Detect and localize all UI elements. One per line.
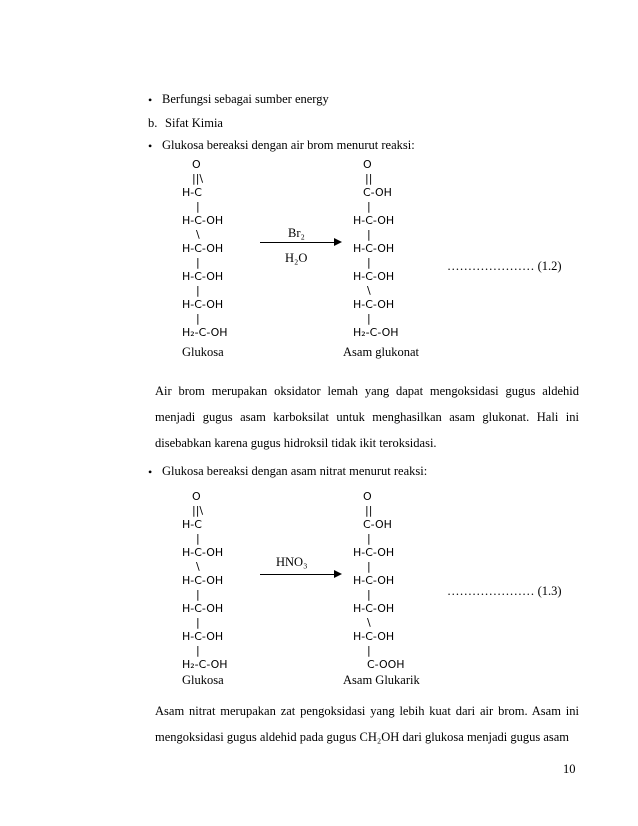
reaction-arrow-line	[260, 574, 336, 575]
structure-line: |	[196, 588, 200, 601]
structure-line: |	[196, 312, 200, 325]
structure-line: H-C-OH	[353, 214, 395, 227]
structure-line: |	[196, 200, 200, 213]
structure-line: |	[367, 228, 371, 241]
structure-line: H-C	[182, 518, 202, 531]
structure-line: H-C-OH	[182, 242, 224, 255]
structure-line: H-C	[182, 186, 202, 199]
structure-line: H-C-OH	[353, 574, 395, 587]
structure-line: \	[367, 616, 371, 629]
structure-line: H-C-OH	[182, 298, 224, 311]
structure-line: H-C-OH	[353, 630, 395, 643]
structure-line: \	[367, 284, 371, 297]
bullet-energy: Berfungsi sebagai sumber energy	[162, 92, 329, 106]
structure-line: H-C-OH	[353, 242, 395, 255]
structure-line: H-C-OH	[182, 630, 224, 643]
structure-line: |	[196, 644, 200, 657]
structure-line: H₂-C-OH	[182, 326, 228, 339]
page-number: 10	[563, 762, 576, 776]
structure-line: O	[363, 158, 372, 171]
section-letter: b.	[148, 116, 158, 130]
structure-line: H₂-C-OH	[182, 658, 228, 671]
structure-line: |	[196, 256, 200, 269]
structure-line: |	[367, 256, 371, 269]
structure-line: \	[196, 228, 200, 241]
structure-line: ||	[365, 172, 373, 185]
structure-line: H-C-OH	[182, 546, 224, 559]
section-title: Sifat Kimia	[165, 116, 223, 130]
structure-line: O	[192, 158, 201, 171]
paragraph-asam-nitrat: Asam nitrat merupakan zat pengoksidasi yang lebih kuat dari air brom. Asam ini mengoksidasi gugus aldehid pada gugus CH₂OH dari glukosa menjadi gugus asam	[155, 704, 579, 744]
structure-line: |	[196, 284, 200, 297]
equation-label: ………………… (1.3)	[447, 584, 562, 598]
structure-line: |	[196, 616, 200, 629]
reaction-arrow-line	[260, 242, 336, 243]
structure-line: |	[367, 312, 371, 325]
structure-line: H-C-OH	[353, 270, 395, 283]
structure-line: |	[367, 644, 371, 657]
reagent-br2: Br₂	[288, 226, 305, 240]
bullet-dot: •	[148, 465, 153, 479]
structure-line: C-OOH	[367, 658, 405, 671]
structure-line: |	[367, 560, 371, 573]
structure-line: H₂-C-OH	[353, 326, 399, 339]
reagent-hno3: HNO₃	[276, 555, 308, 569]
paragraph-air-brom: Air brom merupakan oksidator lemah yang dapat mengoksidasi gugus aldehid menjadi gugus asam karboksilat untuk menghasilkan asam glukonat. Hali ini disebabkan karena gugus hidroksil tidak ikit teroksidasi.	[155, 384, 579, 450]
structure-line: |	[367, 532, 371, 545]
compound-name-right: Asam Glukarik	[343, 673, 420, 687]
structure-line: H-C-OH	[182, 270, 224, 283]
structure-line: H-C-OH	[353, 602, 395, 615]
structure-line: H-C-OH	[353, 298, 395, 311]
structure-line: C-OH	[363, 186, 392, 199]
equation-label: ………………… (1.2)	[447, 259, 562, 273]
reaction-arrow-head	[334, 570, 342, 578]
compound-name-right: Asam glukonat	[343, 345, 420, 359]
compound-name-left: Glukosa	[182, 673, 224, 687]
structure-line: |	[367, 588, 371, 601]
bullet-nitric-reaction: Glukosa bereaksi dengan asam nitrat menurut reaksi:	[162, 464, 428, 478]
structure-line: ||\	[192, 504, 204, 517]
structure-line: |	[367, 200, 371, 213]
structure-line: |	[196, 532, 200, 545]
structure-line: ||	[365, 504, 373, 517]
structure-line: H-C-OH	[182, 602, 224, 615]
structure-line: \	[196, 560, 200, 573]
bullet-brom-reaction: Glukosa bereaksi dengan air brom menurut reaksi:	[162, 138, 415, 152]
structure-line: ||\	[192, 172, 204, 185]
bullet-dot: •	[148, 139, 153, 153]
structure-line: O	[363, 490, 372, 503]
compound-name-left: Glukosa	[182, 345, 224, 359]
structure-line: H-C-OH	[182, 214, 224, 227]
structure-line: C-OH	[363, 518, 392, 531]
structure-line: H-C-OH	[182, 574, 224, 587]
bullet-dot: •	[148, 93, 153, 107]
reagent-h2o: H₂O	[285, 251, 308, 265]
structure-line: O	[192, 490, 201, 503]
reaction-arrow-head	[334, 238, 342, 246]
structure-line: H-C-OH	[353, 546, 395, 559]
